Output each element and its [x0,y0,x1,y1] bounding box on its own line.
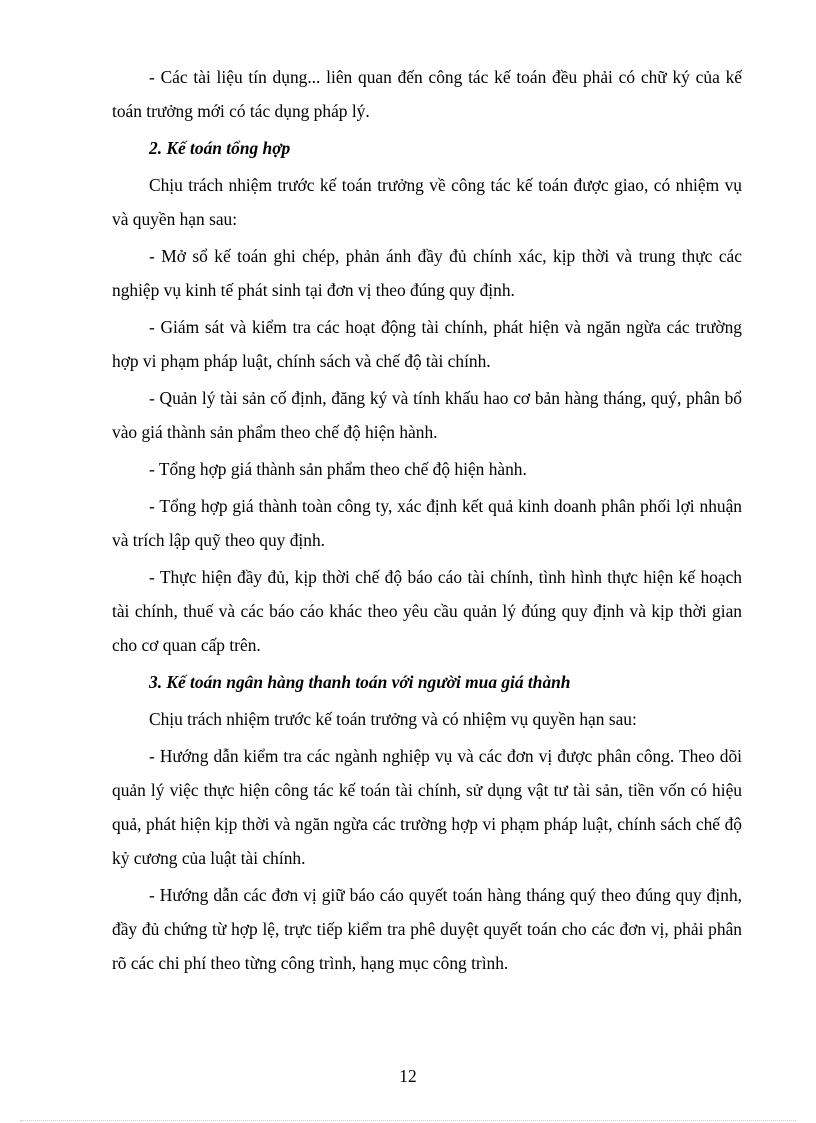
heading-bank-payment-accounting: 3. Kế toán ngân hàng thanh toán với người mua giá thành [149,672,571,692]
document-body [112,60,742,983]
paragraph-general-intro: Chịu trách nhiệm trước kế toán trưởng về công tác kế toán được giao, có nhiệm vụ và quyền hạn sau: [112,175,742,229]
paragraph-bank-intro: Chịu trách nhiệm trước kế toán trưởng và có nhiệm vụ quyền hạn sau: [149,709,637,729]
paragraph-open-books: - Mở sổ kế toán ghi chép, phản ánh đầy đủ chính xác, kịp thời và trung thực các nghiệp vụ kinh tế phát sinh tại đơn vị theo đúng quy định. [112,246,742,300]
paragraph-product-cost: - Tổng hợp giá thành sản phẩm theo chế độ hiện hành. [149,459,527,479]
page-number: 12 [399,1066,417,1086]
heading-general-accounting: 2. Kế toán tổng hợp [149,138,291,158]
paragraph-supervise: - Giám sát và kiểm tra các hoạt động tài chính, phát hiện và ngăn ngừa các trường hợp vi phạm pháp luật, chính sách và chế độ tài chính. [112,317,742,371]
paragraph-guide-inspect: - Hướng dẫn kiểm tra các ngành nghiệp vụ và các đơn vị được phân công. Theo dõi quản lý việc thực hiện công tác kế toán tài chính, sử dụng vật tư tài sản, tiền vốn có hiệu quả, phát hiện kịp thời và ngăn ngừa các trường hợp vi phạm pháp luật, chính sách chế độ kỷ cương của luật tài chính. [112,746,742,868]
paragraph-financial-reports: - Thực hiện đầy đủ, kịp thời chế độ báo cáo tài chính, tình hình thực hiện kế hoạch tài chính, thuế và các báo cáo khác theo yêu cầu quản lý đúng quy định và kịp thời gian cho cơ quan cấp trên. [112,567,742,655]
paragraph-guide-reports: - Hướng dẫn các đơn vị giữ báo cáo quyết toán hàng tháng quý theo đúng quy định, đầy đủ chứng từ hợp lệ, trực tiếp kiểm tra phê duyệt quyết toán cho các đơn vị, phải phân rõ các chi phí theo từng công trình, hạng mục công trình. [112,885,742,973]
paragraph-fixed-assets: - Quản lý tài sản cố định, đăng ký và tính khấu hao cơ bản hàng tháng, quý, phân bổ vào giá thành sản phẩm theo chế độ hiện hành. [112,388,742,442]
paragraph-company-cost: - Tổng hợp giá thành toàn công ty, xác định kết quả kinh doanh phân phối lợi nhuận và trích lập quỹ theo quy định. [112,496,742,550]
paragraph-credit-documents: - Các tài liệu tín dụng... liên quan đến công tác kế toán đều phải có chữ ký của kế toán trưởng mới có tác dụng pháp lý. [112,67,742,121]
page-bottom-divider [20,1120,796,1121]
